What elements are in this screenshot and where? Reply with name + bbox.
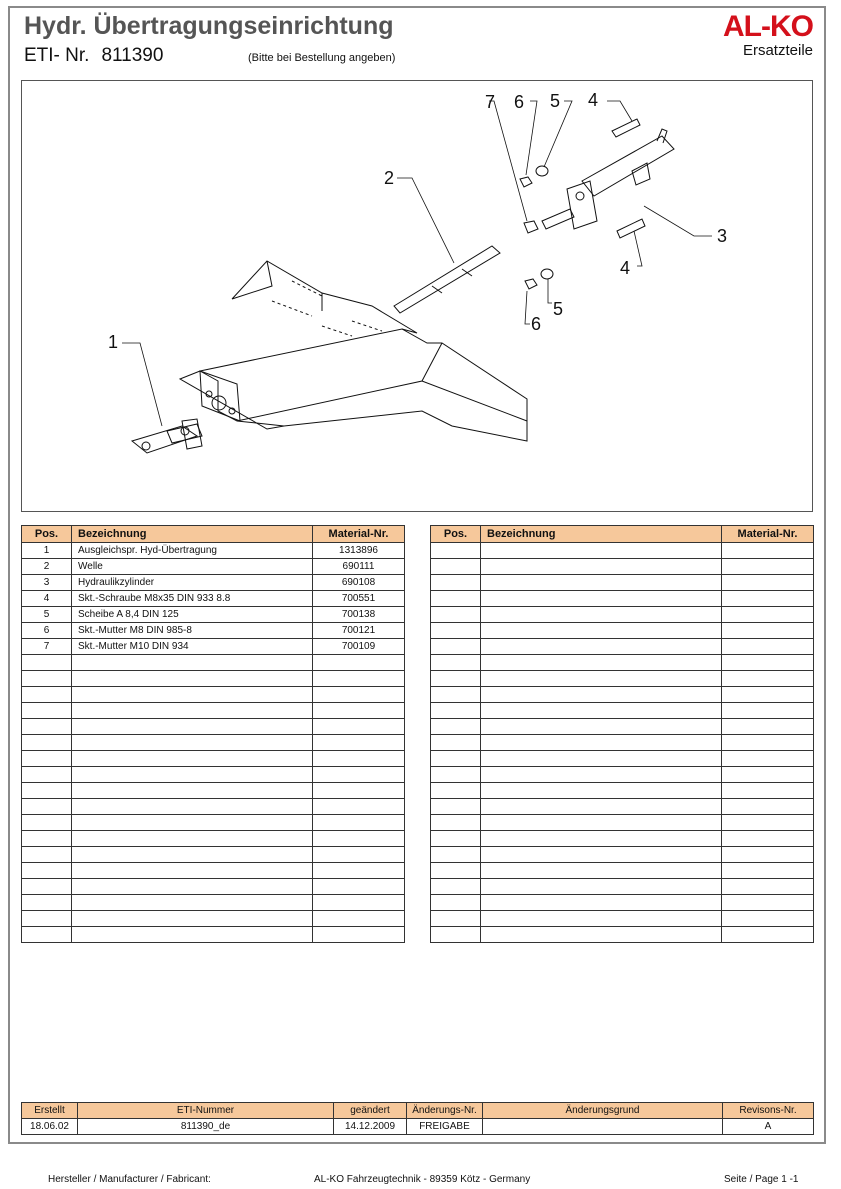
cell-pos — [22, 895, 72, 911]
leader-1 — [122, 343, 162, 426]
cell-bezeichnung — [72, 719, 313, 735]
table-row — [22, 655, 405, 671]
manufacturer-label: Hersteller / Manufacturer / Fabricant: — [48, 1174, 211, 1185]
cell-material: 700109 — [313, 639, 405, 655]
cell-material — [722, 927, 814, 943]
cell-pos — [22, 655, 72, 671]
cell-bezeichnung: Skt.-Schraube M8x35 DIN 933 8.8 — [72, 591, 313, 607]
table-row — [431, 639, 814, 655]
cell-pos: 5 — [22, 607, 72, 623]
cell-material — [722, 591, 814, 607]
cell-pos — [22, 911, 72, 927]
callout-pos-6-bottom: 6 — [531, 314, 542, 334]
table-row — [22, 543, 405, 559]
cylinder-port — [576, 192, 584, 200]
cylinder-rod — [542, 209, 574, 229]
cell-pos — [431, 735, 481, 751]
cell-bezeichnung — [72, 687, 313, 703]
screw-lower — [617, 219, 645, 238]
cell-material: 700551 — [313, 591, 405, 607]
cell-pos — [22, 767, 72, 783]
nut-m10 — [524, 221, 538, 233]
cell-bezeichnung — [72, 783, 313, 799]
cylinder-lug — [632, 163, 650, 185]
cell-pos — [22, 927, 72, 943]
cell-pos — [431, 863, 481, 879]
table-row — [431, 671, 814, 687]
cell-bezeichnung — [481, 911, 722, 927]
table-row — [431, 831, 814, 847]
callout-pos-7: 7 — [485, 92, 496, 112]
cell-material — [722, 607, 814, 623]
cell-pos — [431, 879, 481, 895]
cell-material — [313, 863, 405, 879]
col-bezeichnung: Bezeichnung — [72, 526, 313, 543]
cell-material — [313, 751, 405, 767]
cell-material — [313, 911, 405, 927]
eti-number: 811390 — [101, 45, 164, 66]
cell-pos — [431, 671, 481, 687]
cell-pos — [22, 831, 72, 847]
callout-pos-3: 3 — [717, 226, 728, 246]
table-row — [22, 783, 405, 799]
compensator-bracket — [182, 419, 202, 449]
cell-bezeichnung — [72, 655, 313, 671]
table-row — [431, 607, 814, 623]
cylinder-body — [582, 136, 674, 196]
col-material: Material-Nr. — [722, 526, 814, 543]
cell-material — [313, 815, 405, 831]
table-row — [431, 767, 814, 783]
table-row — [431, 687, 814, 703]
table-row — [431, 719, 814, 735]
cell-pos — [431, 751, 481, 767]
callout-pos-5-bottom: 5 — [553, 299, 564, 319]
cell-pos — [22, 783, 72, 799]
cell-material — [722, 751, 814, 767]
table-row — [431, 815, 814, 831]
frame-hatching — [272, 281, 382, 336]
cell-bezeichnung — [481, 927, 722, 943]
cell-bezeichnung — [481, 543, 722, 559]
cell-pos — [22, 751, 72, 767]
cell-bezeichnung — [72, 751, 313, 767]
parts-table-left — [21, 525, 405, 943]
table-row — [22, 671, 405, 687]
leader-4b — [634, 231, 642, 266]
shaft-body — [394, 246, 500, 313]
table-row — [22, 559, 405, 575]
col-bezeichnung: Bezeichnung — [481, 526, 722, 543]
cell-bezeichnung — [72, 671, 313, 687]
cell-bezeichnung: Skt.-Mutter M10 DIN 934 — [72, 639, 313, 655]
cell-material — [722, 847, 814, 863]
cell-material — [313, 831, 405, 847]
cell-material — [722, 911, 814, 927]
manufacturer-company: AL-KO Fahrzeugtechnik - 89359 Kötz - Germany — [314, 1174, 531, 1185]
table-row — [22, 591, 405, 607]
cell-material — [722, 543, 814, 559]
cell-pos — [431, 831, 481, 847]
cell-material — [722, 687, 814, 703]
cell-bezeichnung — [72, 895, 313, 911]
table-row — [22, 687, 405, 703]
rev-aenderungsnr: FREIGABE — [407, 1119, 483, 1135]
axle-bore — [212, 396, 226, 410]
cell-bezeichnung — [72, 911, 313, 927]
cell-bezeichnung — [481, 847, 722, 863]
cell-material — [313, 895, 405, 911]
order-note: (Bitte bei Bestellung angeben) — [248, 52, 396, 64]
cell-material — [722, 559, 814, 575]
table-row — [431, 799, 814, 815]
nut-lower — [525, 279, 537, 289]
cell-material — [313, 847, 405, 863]
cell-bezeichnung — [481, 783, 722, 799]
cell-pos — [431, 719, 481, 735]
cell-material — [313, 655, 405, 671]
rev-erstellt: 18.06.02 — [22, 1119, 78, 1135]
axle-beam-outline — [180, 329, 527, 441]
table-row — [431, 927, 814, 943]
parts-table-right — [430, 525, 814, 943]
cell-bezeichnung — [481, 751, 722, 767]
table-row — [22, 575, 405, 591]
cell-bezeichnung — [481, 735, 722, 751]
cell-pos: 1 — [22, 543, 72, 559]
callout-pos-2: 2 — [384, 168, 395, 188]
cell-pos — [22, 719, 72, 735]
cell-material — [722, 831, 814, 847]
cell-pos — [22, 671, 72, 687]
screw-upper — [612, 119, 640, 137]
cell-pos — [431, 799, 481, 815]
cell-material — [722, 735, 814, 751]
table-row — [431, 879, 814, 895]
cell-material — [722, 703, 814, 719]
cylinder-flange — [567, 181, 597, 229]
cell-material: 1313896 — [313, 543, 405, 559]
cell-bezeichnung — [481, 559, 722, 575]
table-row — [431, 911, 814, 927]
cell-pos — [431, 687, 481, 703]
leader-7 — [489, 101, 527, 221]
cell-material — [722, 655, 814, 671]
table-row — [22, 735, 405, 751]
cell-material — [722, 671, 814, 687]
table-row — [431, 623, 814, 639]
cell-pos — [431, 895, 481, 911]
cell-material — [722, 719, 814, 735]
exploded-drawing — [21, 80, 813, 512]
cell-material — [313, 767, 405, 783]
table-row — [22, 767, 405, 783]
cell-pos — [431, 927, 481, 943]
nut-upper — [520, 177, 532, 187]
callout-pos-4-bottom: 4 — [620, 258, 631, 278]
cell-bezeichnung — [481, 623, 722, 639]
cell-material — [313, 927, 405, 943]
cell-material — [722, 575, 814, 591]
cell-material — [313, 879, 405, 895]
page-title: Hydr. Übertragungseinrichtung — [24, 12, 394, 40]
leader-5b — [548, 279, 552, 303]
cell-material — [722, 863, 814, 879]
table-row — [22, 719, 405, 735]
cell-bezeichnung — [481, 591, 722, 607]
cell-material — [722, 895, 814, 911]
page-number: Seite / Page 1 -1 — [724, 1174, 799, 1185]
cell-bezeichnung — [481, 607, 722, 623]
cell-pos — [431, 767, 481, 783]
cell-material — [313, 735, 405, 751]
rev-geaendert: 14.12.2009 — [334, 1119, 407, 1135]
leader-2 — [397, 178, 454, 263]
cell-material — [313, 671, 405, 687]
cell-material: 690108 — [313, 575, 405, 591]
cell-bezeichnung — [481, 767, 722, 783]
shaft-step — [432, 269, 472, 293]
col-material: Material-Nr. — [313, 526, 405, 543]
table-row — [22, 911, 405, 927]
table-row — [22, 927, 405, 943]
washer-upper — [536, 166, 548, 176]
rev-col-revision: Revisons-Nr. — [723, 1103, 814, 1119]
cell-bezeichnung — [72, 863, 313, 879]
table-row — [431, 543, 814, 559]
washer-lower — [541, 269, 553, 279]
rev-col-grund: Änderungsgrund — [483, 1103, 723, 1119]
cell-material — [722, 815, 814, 831]
table-row — [22, 863, 405, 879]
table-row — [22, 895, 405, 911]
cell-bezeichnung — [481, 719, 722, 735]
cell-bezeichnung: Scheibe A 8,4 DIN 125 — [72, 607, 313, 623]
rev-grund — [483, 1119, 723, 1135]
table-row — [431, 735, 814, 751]
table-row — [431, 591, 814, 607]
cell-material — [722, 783, 814, 799]
cell-bezeichnung — [72, 831, 313, 847]
cell-bezeichnung — [481, 863, 722, 879]
cell-material: 700121 — [313, 623, 405, 639]
cell-pos — [22, 799, 72, 815]
table-row — [431, 863, 814, 879]
cell-pos — [431, 607, 481, 623]
cell-material — [722, 799, 814, 815]
table-row — [431, 895, 814, 911]
cell-pos — [22, 847, 72, 863]
cell-pos: 6 — [22, 623, 72, 639]
cell-bezeichnung — [481, 879, 722, 895]
parts-table-header — [22, 526, 405, 543]
cell-bezeichnung — [72, 767, 313, 783]
cell-material — [313, 783, 405, 799]
brand-logo — [723, 12, 813, 60]
axle-beam-edge — [200, 343, 442, 421]
callout-pos-1: 1 — [108, 332, 119, 352]
table-row — [22, 879, 405, 895]
table-row — [22, 831, 405, 847]
compensator-pin-a — [142, 442, 150, 450]
cell-pos: 7 — [22, 639, 72, 655]
table-row — [22, 703, 405, 719]
cell-material — [722, 879, 814, 895]
callout-pos-4-top: 4 — [588, 90, 599, 110]
cell-material — [313, 719, 405, 735]
cell-material — [313, 687, 405, 703]
cell-bezeichnung: Hydraulikzylinder — [72, 575, 313, 591]
col-pos: Pos. — [22, 526, 72, 543]
cell-bezeichnung: Ausgleichspr. Hyd-Übertragung — [72, 543, 313, 559]
cell-pos — [22, 815, 72, 831]
leader-4a — [607, 101, 632, 121]
cell-pos — [431, 543, 481, 559]
cell-bezeichnung — [481, 655, 722, 671]
cell-pos — [22, 703, 72, 719]
revision-value-row — [22, 1119, 814, 1135]
cell-material — [313, 703, 405, 719]
table-row — [22, 847, 405, 863]
table-row — [22, 623, 405, 639]
table-row — [431, 751, 814, 767]
cell-material — [313, 799, 405, 815]
cell-pos — [22, 687, 72, 703]
callout-pos-5-top: 5 — [550, 91, 561, 111]
cell-bezeichnung — [481, 799, 722, 815]
cell-pos: 2 — [22, 559, 72, 575]
cell-pos — [22, 879, 72, 895]
drawing-svg — [22, 81, 812, 511]
cell-pos — [22, 735, 72, 751]
cell-pos — [431, 559, 481, 575]
cell-bezeichnung — [72, 703, 313, 719]
table-row — [22, 799, 405, 815]
cell-pos — [431, 703, 481, 719]
cell-pos — [431, 847, 481, 863]
col-pos: Pos. — [431, 526, 481, 543]
cell-bezeichnung — [72, 735, 313, 751]
cell-pos — [431, 623, 481, 639]
revision-header-row — [22, 1103, 814, 1119]
table-row — [22, 815, 405, 831]
cell-bezeichnung — [481, 831, 722, 847]
rev-col-eti: ETI-Nummer — [78, 1103, 334, 1119]
cell-pos — [22, 863, 72, 879]
cell-pos — [431, 783, 481, 799]
cell-bezeichnung — [72, 799, 313, 815]
cell-bezeichnung — [481, 639, 722, 655]
table-row — [431, 703, 814, 719]
cell-pos — [431, 655, 481, 671]
rev-eti: 811390_de — [78, 1119, 334, 1135]
cell-bezeichnung — [481, 687, 722, 703]
logo-subtitle: Ersatzteile — [742, 42, 813, 59]
rev-revision: A — [723, 1119, 814, 1135]
cell-bezeichnung — [72, 847, 313, 863]
parts-table-header — [431, 526, 814, 543]
table-row — [22, 607, 405, 623]
leader-6b — [525, 291, 530, 324]
table-row — [431, 783, 814, 799]
table-row — [431, 559, 814, 575]
cell-pos — [431, 591, 481, 607]
rev-col-geaendert: geändert — [334, 1103, 407, 1119]
logo-wordmark: AL-KO — [723, 10, 813, 43]
cell-material: 700138 — [313, 607, 405, 623]
upper-frame — [232, 261, 417, 333]
eti-label: ETI- Nr. — [24, 45, 90, 66]
callout-pos-6-top: 6 — [514, 92, 525, 112]
axle-beam-lower — [237, 381, 527, 426]
cell-bezeichnung — [72, 815, 313, 831]
cell-pos — [431, 639, 481, 655]
cell-pos — [431, 575, 481, 591]
cell-pos: 3 — [22, 575, 72, 591]
cell-material — [722, 767, 814, 783]
cell-bezeichnung — [72, 879, 313, 895]
rev-col-erstellt: Erstellt — [22, 1103, 78, 1119]
cell-bezeichnung — [72, 927, 313, 943]
cell-material: 690111 — [313, 559, 405, 575]
eti-line — [24, 45, 163, 67]
table-row — [22, 751, 405, 767]
cell-bezeichnung: Skt.-Mutter M8 DIN 985-8 — [72, 623, 313, 639]
table-row — [431, 847, 814, 863]
cell-bezeichnung — [481, 703, 722, 719]
table-row — [431, 655, 814, 671]
cell-bezeichnung: Welle — [72, 559, 313, 575]
table-row — [22, 639, 405, 655]
leader-6a — [526, 101, 537, 175]
cell-pos — [431, 815, 481, 831]
cell-pos — [431, 911, 481, 927]
cell-bezeichnung — [481, 895, 722, 911]
rev-col-aenderungsnr: Änderungs-Nr. — [407, 1103, 483, 1119]
cell-material — [722, 639, 814, 655]
revision-table — [21, 1102, 814, 1135]
cell-material — [722, 623, 814, 639]
cell-bezeichnung — [481, 575, 722, 591]
cell-bezeichnung — [481, 671, 722, 687]
leader-3 — [644, 206, 712, 236]
table-row — [431, 575, 814, 591]
cell-pos: 4 — [22, 591, 72, 607]
cell-bezeichnung — [481, 815, 722, 831]
